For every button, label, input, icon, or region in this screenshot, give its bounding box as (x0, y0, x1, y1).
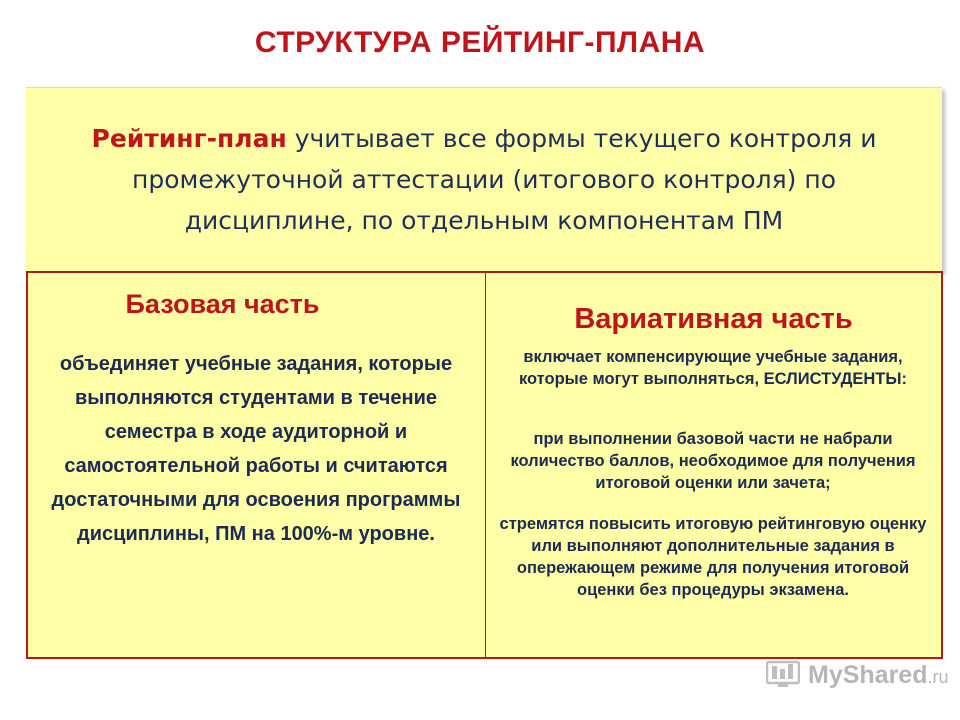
base-part-panel (26, 271, 486, 659)
slide-title: СТРУКТУРА РЕЙТИНГ-ПЛАНА (254, 26, 706, 59)
variable-part-condition-2: стремятся повысить итоговую рейтинговую оценку или выполняют дополнительные задания в опережающем режиме для получения итоговой оценки без процедуры экзамена. (499, 515, 927, 599)
intro-text (44, 118, 924, 241)
intro-body: учитывает все формы текущего контроля и промежуточной аттестации (итогового контроля) по дисциплине, по отдельным компонентам ПМ (132, 124, 877, 235)
watermark-text: MyShared.ru (808, 660, 949, 689)
base-part-text: объединяет учебные задания, которые выполняются студентами в течение семестра в ходе аудиторной и самостоятельной работы и считаются достаточными для освоения программы дисциплины, ПМ на 100%-м уровне. (51, 353, 461, 545)
mysharing-logo-icon (766, 658, 800, 692)
variable-part-intro: включает компенсирующие учебные задания, которые могут выполняться, ЕСЛИСТУДЕНТЫ: (518, 348, 908, 388)
variable-part-panel (485, 271, 943, 659)
variable-part-condition-1: при выполнении базовой части не набрали количество баллов, необходимое для получения итоговой оценки или зачета; (510, 430, 916, 492)
variable-part-title: Вариативная часть (574, 303, 853, 335)
intro-lead: Рейтинг-план (91, 124, 287, 153)
watermark (766, 656, 949, 694)
intro-box (26, 87, 942, 272)
base-part-title: Базовая часть (125, 289, 320, 319)
